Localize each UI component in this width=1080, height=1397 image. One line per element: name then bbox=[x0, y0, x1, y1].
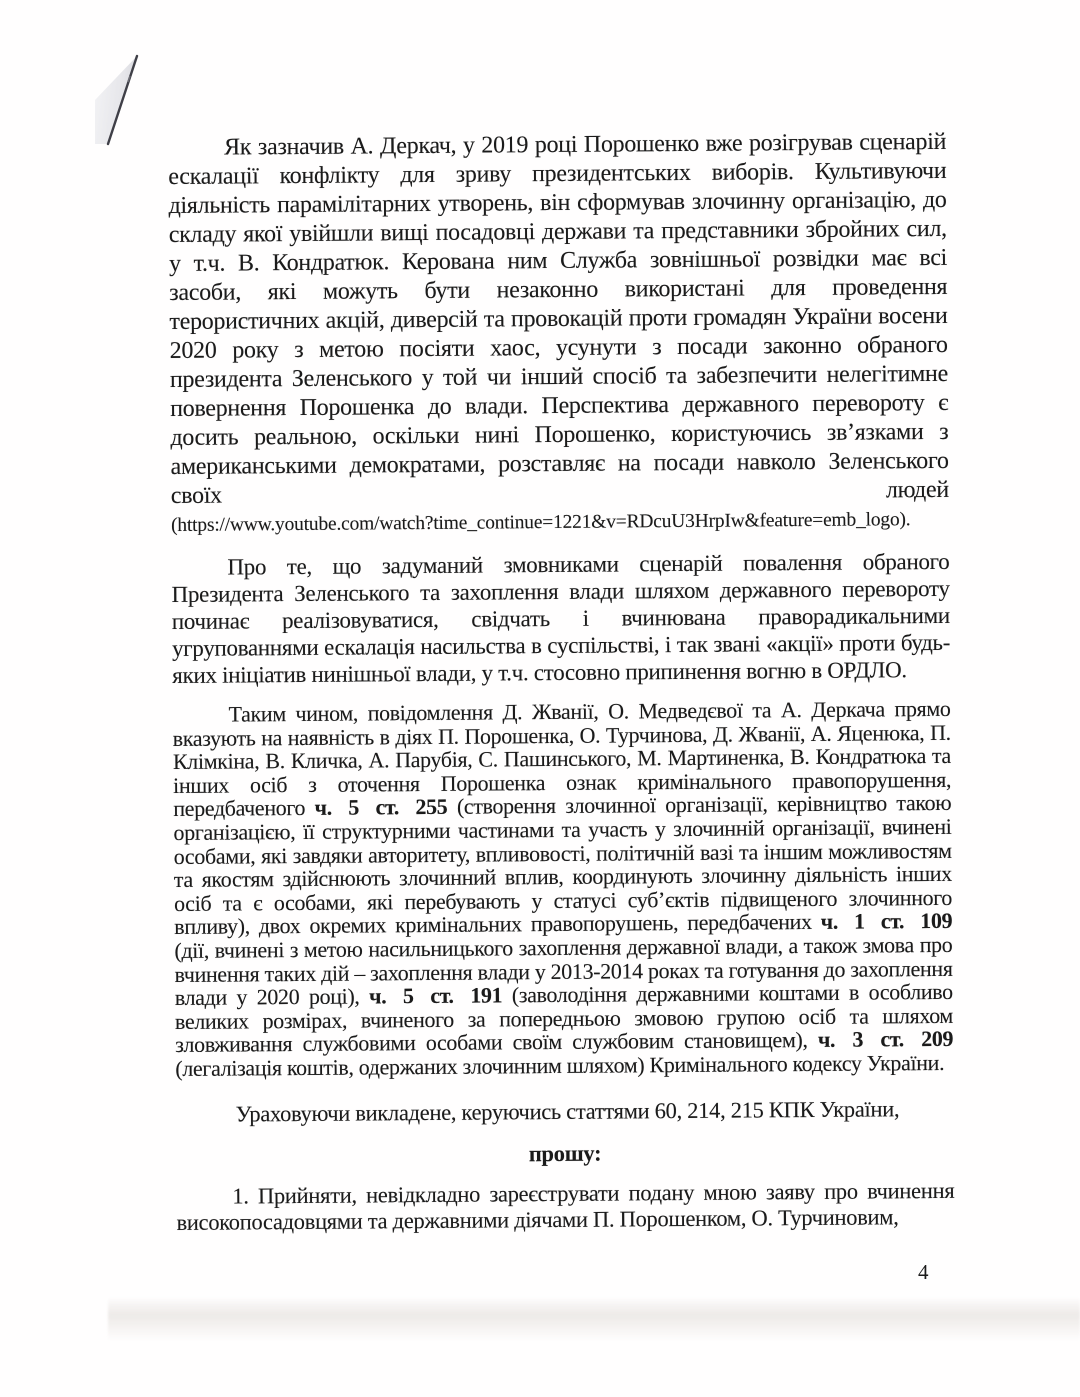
page-corner-fold-icon bbox=[90, 48, 150, 152]
p3-run-2: (створення злочинної організації, керівництво такою організацією, її структурними частинами та участь у злочинній організації, вчинені особами, які завдяки авторитету, впливовості, політичній вазі та іншим можливостям та якостям здійснюють злочинний вплив, координують злочинну діяльність інших осіб та є особами, які перебувають у статусі суб’єктів підвищеного злочинного впливу), двох окремих кримінальних правопорушень, передбачених bbox=[173, 790, 953, 940]
paragraph-derkach-statement bbox=[168, 128, 949, 541]
p3-run-4: (дії, вчинені з метою насильницького захоплення державної влади, а також змова про вчинення таких дій – захоплення влади у 2013-2014 роках та готування до захоплення влади у 2020 році), bbox=[174, 931, 953, 1011]
article-109-bold: ч. 1 ст. 109 bbox=[820, 908, 953, 935]
youtube-source-url: (https://www.youtube.com/watch?time_continue=1221&v=RDcuU3HrpIw&feature=emb_logo). bbox=[170, 509, 911, 536]
paragraph-derkach-text: Як зазначив А. Деркач, у 2019 році Порошенко вже розігрував сценарій ескалації конфлікту для зриву президентських виборів. Культивуючи діяльність парамілітарних утворень, він сформував злочинну організацію, до складу якої увійшли вищі посадовці держави та представники збройних сил, у т.ч. В. Кондратюк. Керована ним Служба зовнішньої розвідки має всі засоби, які можуть бути незаконно використані для проведення терористичних акцій, диверсій та провокацій проти громадян України восени 2020 року з метою посіяти хаос, усунути з посади законно обраного президента Зеленського у той чи інший спосіб та забезпечити нелегітимне повернення Порошенка до влади. Перспектива державного перевороту є досить реальною, оскільки нині Порошенко, користуючись зв’язками з американськими демократами, розставляє на посади навколо Зеленського своїх людей bbox=[168, 128, 949, 509]
article-191-bold: ч. 5 ст. 191 bbox=[369, 982, 503, 1009]
scan-shadow-band bbox=[108, 1297, 1080, 1341]
article-209-bold: ч. 3 ст. 209 bbox=[817, 1026, 954, 1053]
p3-run-0: Таким чином, повідомлення Д. Жванії, О. Медведєвої та А. Деркача прямо вказують на наявність в діях П. Порошенка, О. Турчинова, Д. Жванії, А. Яценюка, П. Клімкіна, В. Кличка, А. Парубія, С. Пашинського, М. Мартиненка, В. Кондратюка та інших осіб з оточення Порошенка ознак кримінального правопорушення, передбаченого bbox=[172, 695, 952, 822]
article-255-bold: ч. 5 ст. 255 bbox=[314, 794, 448, 821]
page-number: 4 bbox=[918, 1260, 929, 1284]
request-item-1: 1. Прийняти, невідкладно зареєструвати подану мною заяву про вчинення високопосадовцями та державними діячами П. Порошенком, О. Турчиновим, bbox=[176, 1177, 955, 1235]
document-text-block bbox=[168, 128, 955, 1236]
paragraph-legal-basis: Ураховуючи викладене, керуючись статтями 60, 214, 215 КПК України, bbox=[235, 1095, 900, 1126]
p3-run-6: (заволодіння державними коштами в особливо великих розмірах, вчиненого за попередньою змовою групою осіб та шляхом зловживання службовими особами своїм службовим становищем), bbox=[174, 978, 954, 1058]
paragraph-criminal-articles bbox=[172, 697, 953, 1081]
p3-run-8: (легалізація коштів, одержаних злочинним шляхом) Кримінального кодексу України. bbox=[175, 1049, 945, 1081]
paragraph-coup-scenario: Про те, що задуманий змовниками сценарій повалення обраного Президента Зеленського та захоплення влади шляхом державного перевороту починає реалізовуватися, свідчать і вчинювана праворадикальними угрупованнями ескалація насильства в суспільстві, і так звані «акції» проти будь-яких ініціатив нинішньої влади, у т.ч. стосовно припинення вогню в ОРДЛО. bbox=[171, 548, 951, 688]
request-heading: прошу: bbox=[528, 1140, 602, 1166]
